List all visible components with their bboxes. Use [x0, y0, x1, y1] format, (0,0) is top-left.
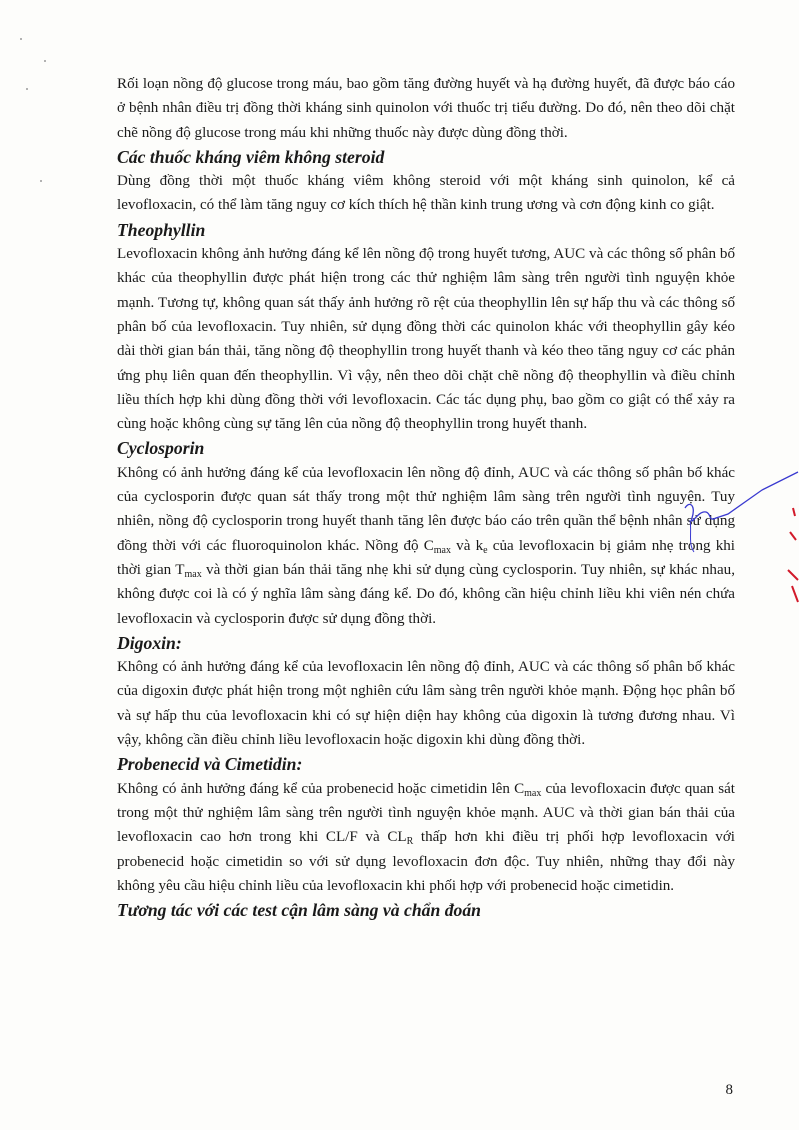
- page-number: 8: [725, 1082, 733, 1098]
- heading-lab-test-interactions: Tương tác với các test cận lâm sàng và chẩn đoán: [117, 900, 482, 921]
- red-mark: [788, 508, 798, 602]
- scan-dot: [44, 60, 46, 62]
- heading-cyclosporin: Cyclosporin: [117, 438, 205, 459]
- heading-digoxin: Digoxin:: [117, 632, 182, 653]
- pen-stroke: [690, 520, 694, 552]
- scan-dot: [26, 88, 28, 90]
- paragraph-cyclosporin: Không có ảnh hưởng đáng kể của levofloxacin lên nồng độ đỉnh, AUC và các thông số phân bố khác của cyclosporin được quan sát thấy trong một thử nghiệm lâm sàng trên người tình nguyện. Tuy nhiên, nồng độ cyclosporin trong huyết thanh tăng lên được báo cáo trên quần thể bệnh nhân sử dụng đồng thời với các fluoroquinolon khác. Nồng độ $C_{max}$ và $k_e$ của levofloxacin bị giảm nhẹ trong khi thời gian $T_{max}$ và thời gian bán thải tăng nhẹ khi sử dụng cùng cyclosporin. Tuy nhiên, sự khác nhau, không được coi là có ý nghĩa lâm sàng đáng kể. Do đó, không cần hiệu chỉnh liều khi viên nén chứa levofloxacin và cyclosporin được sử dụng đồng thời.: [117, 464, 735, 627]
- paragraph-probenecid-cimetidin: Không có ảnh hưởng đáng kể của probenecid hoặc cimetidin lên $C_{max}$ của levofloxacin được quan sát trong một thử nghiệm lâm sàng trên người tình nguyện khỏe mạnh. AUC và thời gian bán thải của levofloxacin cao hơn trong khi CL/F và $CL_R$ thấp hơn khi điều trị phối hợp levofloxacin với probenecid hoặc cimetidin so với sử dụng levofloxacin đơn độc. Tuy nhiên, những thay đổi này không yêu cầu hiệu chỉnh liều của levofloxacin khi phối hợp với probenecid hoặc cimetidin.: [117, 780, 735, 894]
- paragraph-theophyllin: Levofloxacin không ảnh hưởng đáng kể lên nồng độ trong huyết tương, AUC và các thông số phân bố khác của theophyllin được phát hiện trong các thử nghiệm lâm sàng trên người tình nguyện khỏe mạnh. Tương tự, không quan sát thấy ảnh hưởng rõ rệt của theophyllin lên sự hấp thu và các thông số phân bố của levofloxacin. Tuy nhiên, sử dụng đồng thời các quinolon khác với theophyllin gây kéo dài thời gian bán thải, tăng nồng độ theophyllin trong huyết thanh và kéo theo tăng nguy cơ các phản ứng phụ liên quan đến theophyllin. Vì vậy, nên theo dõi chặt chẽ nồng độ theophyllin và điều chỉnh liều thích hợp khi dùng đồng thời với levofloxacin. Các tác dụng phụ, bao gồm co giật có thể xảy ra cùng hoặc không cùng sự tăng lên của nồng độ theophyllin trong huyết thanh.: [117, 246, 735, 433]
- paragraph-digoxin: Không có ảnh hưởng đáng kể của levofloxacin lên nồng độ đỉnh, AUC và các thông số phân bố khác của digoxin được phát hiện trong một nghiên cứu lâm sàng trên người khỏe mạnh. Động học phân bố và sự hấp thu của levofloxacin khi có sự hiện diện hay không của digoxin là tương đương nhau. Vì vậy, không cần điều chỉnh liều levofloxacin hoặc digoxin khi dùng đồng thời.: [117, 659, 735, 749]
- pen-stroke: [685, 472, 798, 521]
- scan-dot: [40, 180, 42, 182]
- paragraph-nsaid: Dùng đồng thời một thuốc kháng viêm không steroid với một kháng sinh quinolon, kể cả levofloxacin, có thể làm tăng nguy cơ kích thích hệ thần kinh trung ương và cơn động kinh co giật.: [117, 173, 735, 214]
- heading-nsaid: Các thuốc kháng viêm không steroid: [117, 146, 385, 167]
- heading-theophyllin: Theophyllin: [117, 219, 206, 240]
- scan-dot: [20, 38, 22, 40]
- paragraph-glucose: Rối loạn nồng độ glucose trong máu, bao gồm tăng đường huyết và hạ đường huyết, đã được báo cáo ở bệnh nhân điều trị đồng thời kháng sinh quinolon với thuốc trị tiểu đường. Do đó, nên theo dõi chặt chẽ nồng độ glucose trong máu khi những thuốc này được dùng đồng thời.: [117, 76, 735, 141]
- document-body: [117, 72, 735, 922]
- handwritten-pen-mark: [650, 470, 799, 610]
- heading-probenecid-cimetidin: Probenecid và Cimetidin:: [117, 754, 303, 775]
